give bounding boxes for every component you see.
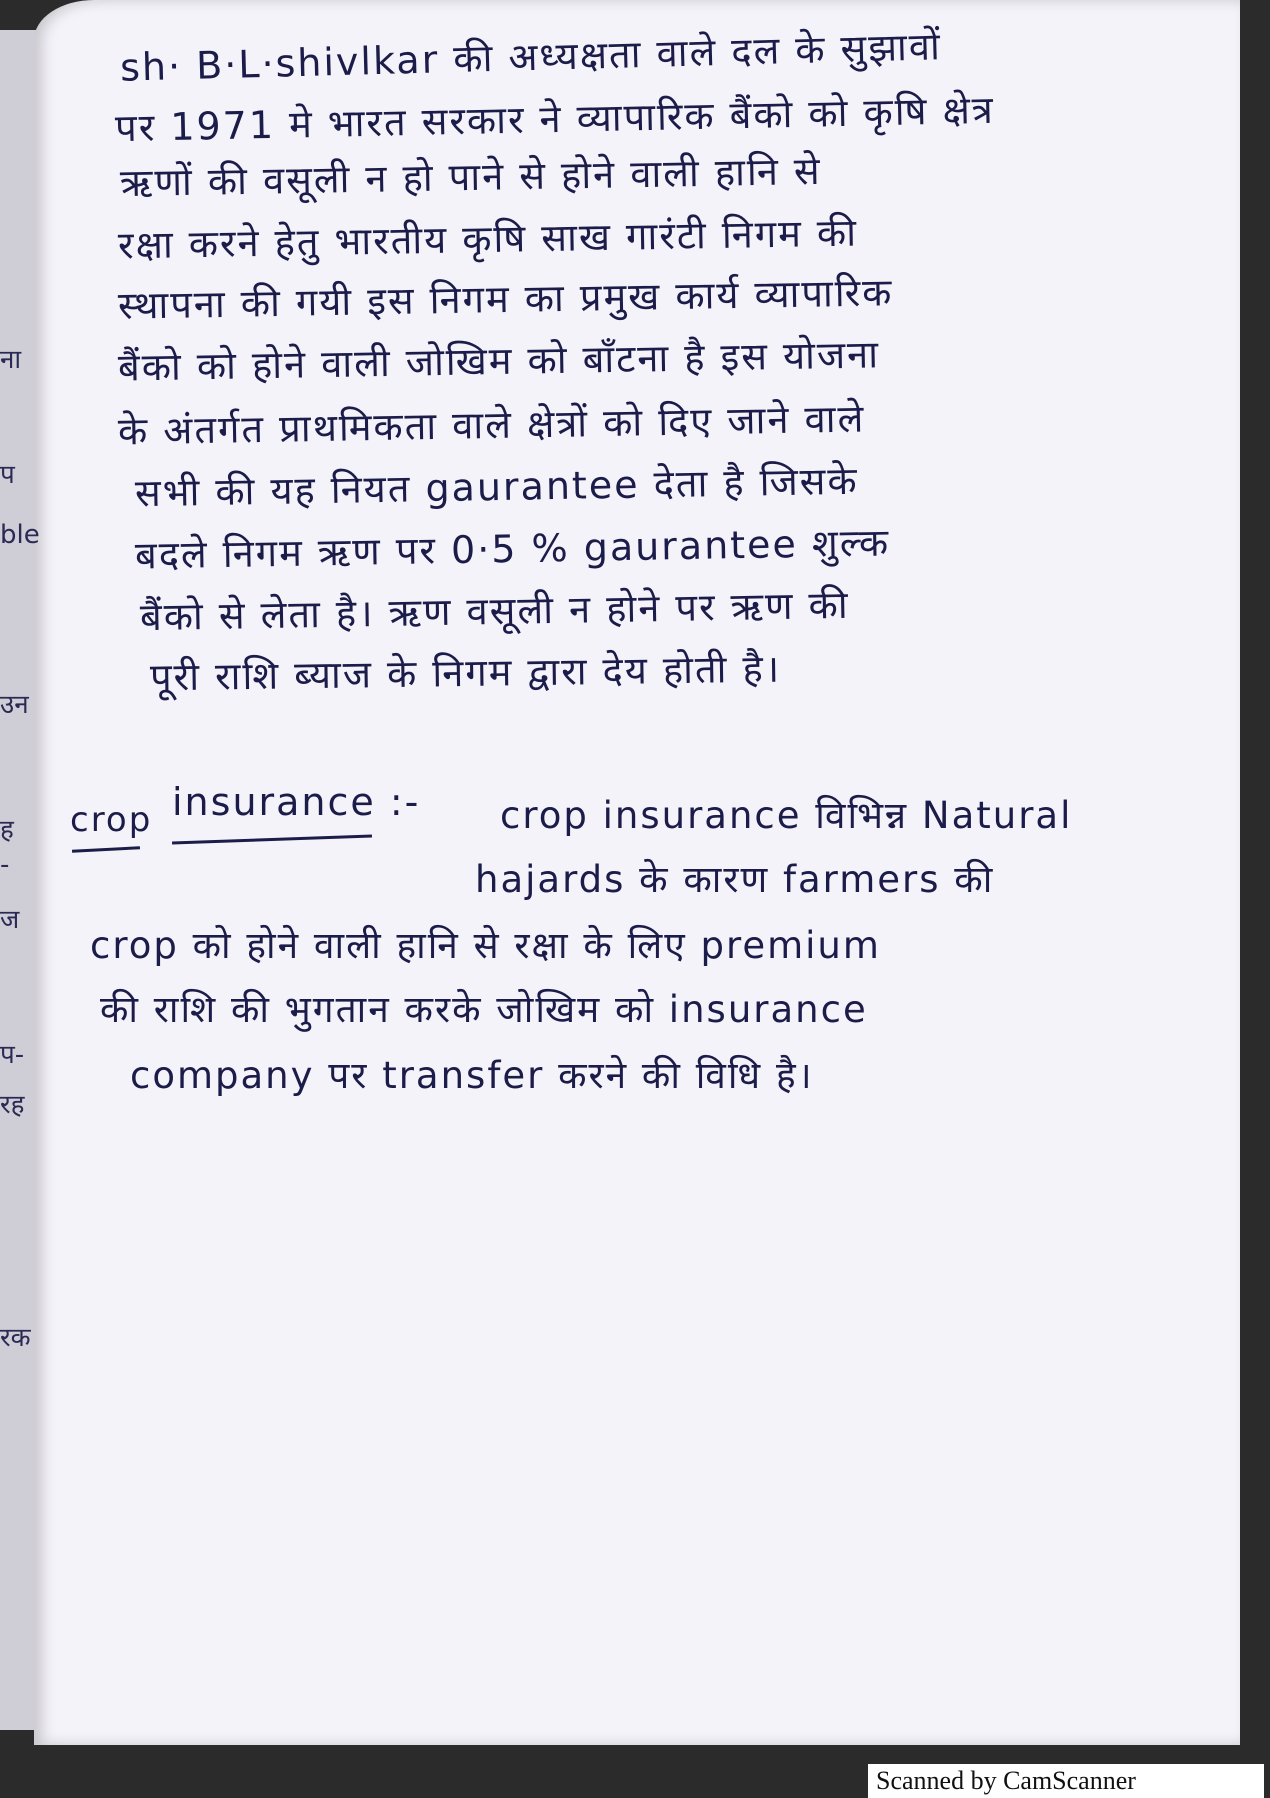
- margin-mark: ble: [0, 520, 40, 550]
- margin-mark: ज: [0, 905, 20, 935]
- margin-mark: प: [0, 460, 15, 490]
- margin-mark: उन: [0, 690, 29, 720]
- note-line: ऋणों की वसूली न हो पाने से होने वाली हानि से: [119, 148, 822, 206]
- note-line: स्थापना की गयी इस निगम का प्रमुख कार्य व्यापारिक: [117, 270, 894, 328]
- margin-mark: रक: [0, 1323, 31, 1353]
- camscanner-watermark: Scanned by CamScanner: [868, 1764, 1264, 1798]
- term-underline: [172, 835, 372, 845]
- note-line: company पर transfer करने की विधि है।: [130, 1054, 814, 1097]
- margin-mark: ह: [0, 815, 14, 845]
- margin-mark: ना: [0, 345, 22, 375]
- note-line: रक्षा करने हेतु भारतीय कृषि साख गारंटी निगम की: [117, 210, 859, 268]
- note-line: सभी की यह नियत gaurantee देता है जिसके: [134, 458, 859, 516]
- note-line: पर 1971 मे भारत सरकार ने व्यापारिक बैंको को कृषि क्षेत्र: [114, 87, 996, 151]
- note-line: की राशि की भुगतान करके जोखिम को insurance: [100, 988, 868, 1031]
- section-term: insurance :-: [172, 780, 421, 824]
- prefix-underline: [72, 846, 140, 853]
- note-line: बैंको से लेता है। ऋण वसूली न होने पर ऋण की: [139, 582, 850, 640]
- section-prefix: crop: [70, 800, 153, 840]
- note-line: बदले निगम ऋण पर 0·5 % gaurantee शुल्क: [134, 520, 891, 578]
- note-line: पूरी राशि ब्याज के निगम द्वारा देय होती है।: [149, 646, 782, 700]
- note-line: crop को होने वाली हानि से रक्षा के लिए premium: [90, 924, 881, 967]
- note-line: crop insurance विभिन्न Natural: [500, 794, 1073, 837]
- margin-mark: -: [0, 850, 10, 880]
- margin-mark: प-: [0, 1040, 25, 1070]
- note-line: sh· B·L·shivlkar की अध्यक्षता वाले दल के सुझावों: [119, 24, 943, 90]
- note-line: के अंतर्गत प्राथमिकता वाले क्षेत्रों को दिए जाने वाले: [117, 396, 866, 454]
- note-line: बैंको को होने वाली जोखिम को बाँटना है इस योजना: [117, 332, 881, 390]
- margin-mark: रह: [0, 1090, 25, 1120]
- note-line: hajards के कारण farmers की: [475, 858, 995, 901]
